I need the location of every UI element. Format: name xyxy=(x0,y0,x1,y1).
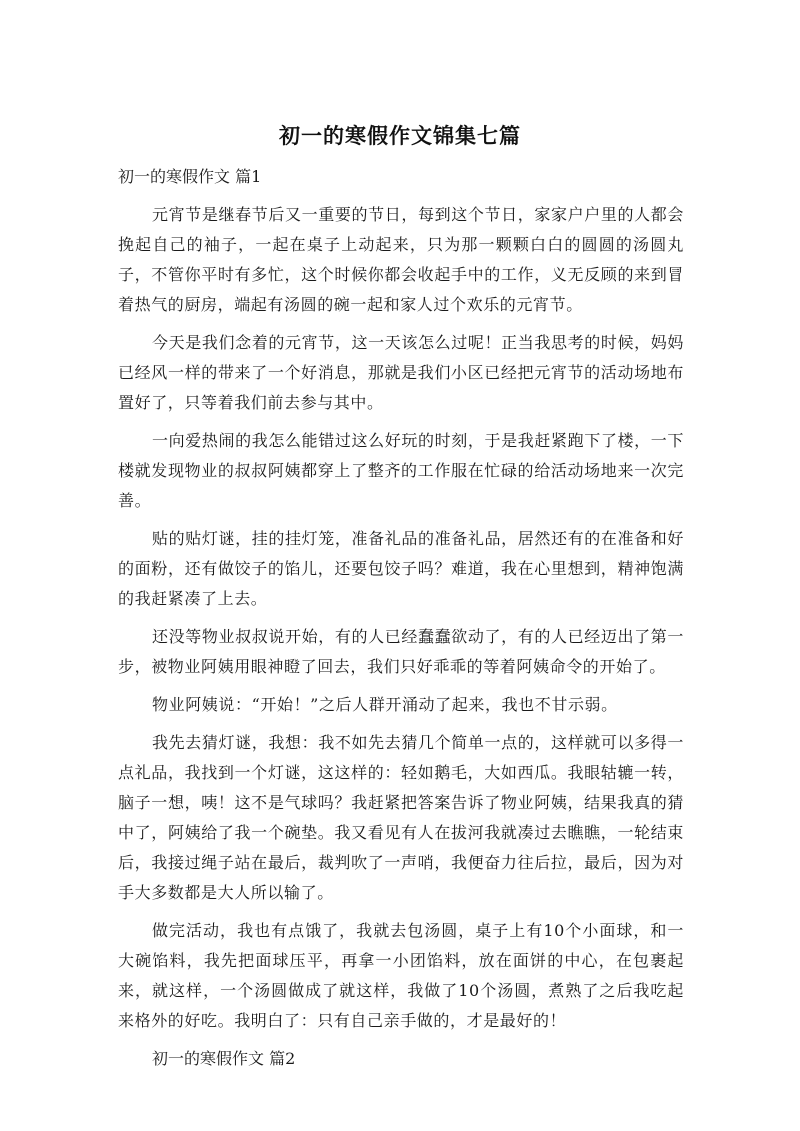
paragraph-4: 贴的贴灯谜，挂的挂灯笼，准备礼品的准备礼品，居然还有的在准备和好的面粉，还有做饺子的馅儿，还要包饺子吗？难道，我在心里想到，精神饱满的我赶紧凑了上去。 xyxy=(118,529,684,608)
document-body xyxy=(118,162,684,1082)
paragraph-2: 今天是我们念着的元宵节，这一天该怎么过呢！正当我思考的时候，妈妈已经风一样的带来了一个好消息，那就是我们小区已经把元宵节的活动场地布置好了，只等着我们前去参与其中。 xyxy=(118,333,684,412)
paragraph-1: 元宵节是继春节后又一重要的节日，每到这个节日，家家户户里的人都会挽起自己的袖子，一起在桌子上动起来，只为那一颗颗白白的圆圆的汤圆丸子，不管你平时有多忙，这个时候你都会收起手中的工作，义无反顾的来到冒着热气的厨房，端起有汤圆的碗一起和家人过个欢乐的元宵节。 xyxy=(118,205,684,314)
section-heading-1: 初一的寒假作文 篇1 xyxy=(118,167,262,186)
paragraph-5: 还没等物业叔叔说开始，有的人已经蠢蠢欲动了，有的人已经迈出了第一步，被物业阿姨用眼神瞪了回去，我们只好乖乖的等着阿姨命令的开始了。 xyxy=(118,627,684,676)
paragraph-8: 做完活动，我也有点饿了，我就去包汤圆，桌子上有10个小面球，和一大碗馅料，我先把面球压平，再拿一小团馅料，放在面饼的中心，在包裹起来，就这样，一个汤圆做成了就这样，我做了10个汤圆，煮熟了之后我吃起来格外的好吃。我明白了：只有自己亲手做的，才是最好的！ xyxy=(118,921,684,1030)
paragraph-7: 我先去猜灯谜，我想：我不如先去猜几个简单一点的，这样就可以多得一点礼品，我找到一个灯谜，这这样的：轻如鹅毛，大如西瓜。我眼轱辘一转，脑子一想，咦！这不是气球吗？我赶紧把答案告诉了物业阿姨，结果我真的猜中了，阿姨给了我一个碗垫。我又看见有人在拔河我就凑过去瞧瞧，一轮结束后，我接过绳子站在最后，裁判吹了一声哨，我便奋力往后拉，最后，因为对手大多数都是大人所以输了。 xyxy=(118,733,684,902)
document-title: 初一的寒假作文锦集七篇 xyxy=(279,124,521,148)
section-heading-2: 初一的寒假作文 篇2 xyxy=(152,1049,296,1068)
paragraph-6: 物业阿姨说：“开始！”之后人群开涌动了起来，我也不甘示弱。 xyxy=(152,695,618,714)
paragraph-3: 一向爱热闹的我怎么能错过这么好玩的时刻，于是我赶紧跑下了楼，一下楼就发现物业的叔叔阿姨都穿上了整齐的工作服在忙碌的给活动场地来一次完善。 xyxy=(118,431,684,510)
